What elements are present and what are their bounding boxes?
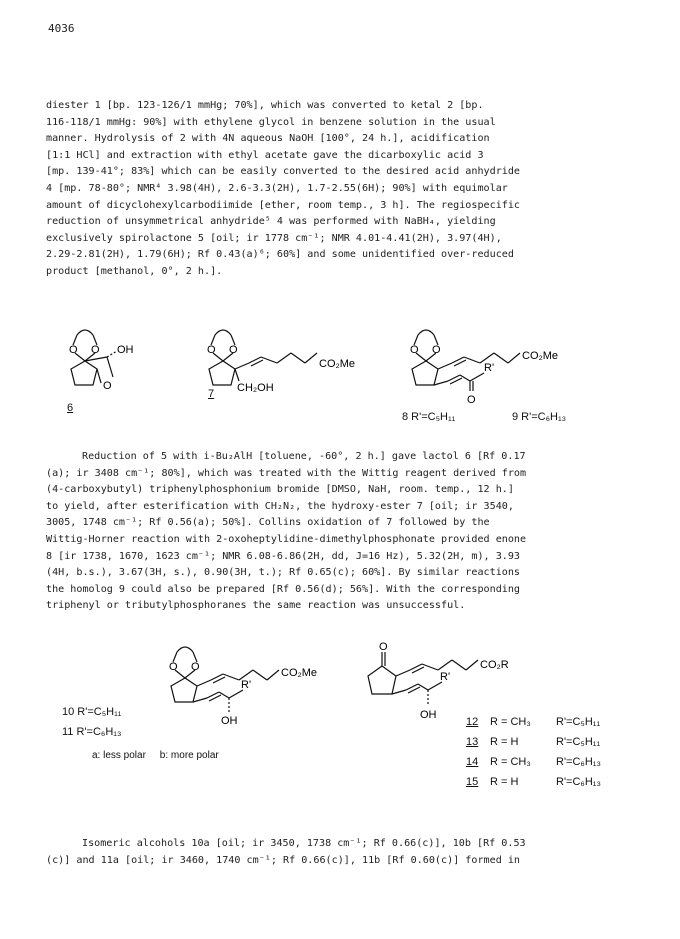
ester-label: CO₂Me [319, 358, 356, 370]
row-12 [466, 716, 646, 736]
p1-line: [mp. 139-41°; 83%] which can be easily converted to the desired acid anhydride [46, 166, 521, 178]
ring-o-label: O [91, 344, 100, 356]
compound-number: 14 [466, 756, 479, 768]
ring-o-label: O [169, 661, 178, 673]
ester-label: CO₂Me [522, 350, 559, 362]
p1-line: reduction of unsymmetrical anhydride⁵ 4 was performed with NaBH₄, yielding [46, 216, 496, 228]
paragraph-3 [46, 836, 650, 869]
compound-10-caption: 10 R'=C₅H₁₁ [62, 706, 122, 718]
row-15 [466, 776, 646, 796]
compound-6-number: 6 [67, 402, 74, 414]
r-prime-group: R'=C₅H₁₁ [556, 716, 601, 728]
structure-10-11 [155, 640, 355, 730]
lactol-o-label: O [103, 380, 112, 392]
p1-line: product [methanol, 0°, 2 h.]. [46, 265, 223, 277]
oh-label: OH [117, 344, 134, 356]
isomer-legend: a: less polar b: more polar [92, 750, 219, 761]
p2-line: triphenyl or tributylphosphoranes the same reaction was unsuccessful. [46, 600, 466, 612]
p1-line: [1:1 HCl] and extraction with ethyl acetate gave the dicarboxylic acid 3 [46, 149, 484, 161]
ester-label: CO₂R [480, 659, 509, 671]
p1-line: diester 1 [bp. 123-126/1 mmHg; 70%], which was converted to ketal 2 [bp. [46, 100, 484, 111]
r-prime-group: R'=C₆H₁₃ [556, 776, 601, 788]
p1-line: amount of dicyclohexylcarbodiimide [ether, room temp., 3 h]. The regiospecific [46, 199, 521, 211]
structure-6 [55, 323, 175, 403]
p2-line: 3005, 1748 cm⁻¹; Rf 0.56(a); 50%]. Collins oxidation of 7 followed by the [46, 517, 490, 529]
p1-line: 116-118/1 mmHg: 90%] with ethylene glycol in benzene solution in the usual [46, 116, 496, 128]
compound-9-caption: 9 R'=C₆H₁₃ [512, 411, 567, 423]
p3-line: Isomeric alcohols 10a [oil; ir 3450, 1738 cm⁻¹; Rf 0.66(c)], 10b [Rf 0.53 [82, 838, 526, 849]
p2-line: (4H, b.s.), 3.67(3H, s.), 0.90(3H, t.); Rf 0.65(c); 60%]. By similar reactions [46, 567, 521, 579]
keto-o-label: O [379, 641, 388, 653]
compound-number: 13 [466, 736, 479, 748]
paragraph-2 [46, 449, 650, 615]
ch2oh-label: CH₂OH [237, 382, 274, 394]
p2-line: 8 [ir 1738, 1670, 1623 cm⁻¹; NMR 6.08-6.86(2H, dd, J=16 Hz), 5.32(2H, m), 3.93 [46, 550, 521, 562]
r-group: R = H [490, 736, 519, 748]
structure-7 [193, 323, 393, 403]
paragraph-1 [46, 98, 650, 281]
p2-line: to yield, after esterification with CH₂N₂, the hydroxy-ester 7 [oil; ir 3540, [46, 500, 514, 512]
structure-8-9 [396, 323, 606, 418]
r-prime-group: R'=C₅H₁₁ [556, 736, 601, 748]
p1-line: 2.29-2.81(2H), 1.79(6H); Rf 0.43(a)⁶; 60%] and some unidentified over-reduced [46, 249, 514, 261]
row-14 [466, 756, 646, 776]
r-prime-label: R' [241, 679, 252, 691]
r-prime-label: R' [484, 362, 495, 374]
p1-line: manner. Hydrolysis of 2 with 4N aqueous NaOH [100°, 24 h.], acidification [46, 133, 490, 145]
compound-number: 12 [466, 716, 479, 728]
compound-7-number: 7 [208, 388, 215, 400]
ring-o-label: O [69, 344, 78, 356]
p2-line: (4-carboxybutyl) triphenylphosphonium bromide [DMSO, NaH, room. temp., 12 h.] [46, 484, 514, 496]
p2-line: the homolog 9 could also be prepared [Rf 0.56(d); 56%]. With the corresponding [46, 583, 521, 595]
ring-o-label: O [432, 344, 441, 356]
r-group: R = CH₃ [490, 756, 531, 768]
oh-label: OH [420, 709, 437, 721]
compound-8-caption: 8 R'=C₅H₁₁ [402, 411, 456, 423]
r-group: R = CH₃ [490, 716, 531, 728]
r-group: R = H [490, 776, 519, 788]
oh-label: OH [221, 715, 238, 727]
p1-line: 4 [mp. 78-80°; NMR⁴ 3.98(4H), 2.6-3.3(2H), 1.7-2.55(6H); 90%] with equimolar [46, 182, 508, 194]
ester-label: CO₂Me [281, 667, 318, 679]
carbonyl-o-label: O [467, 394, 476, 406]
r-prime-group: R'=C₆H₁₃ [556, 756, 601, 768]
p3-line: (c)] and 11a [oil; ir 3460, 1740 cm⁻¹; Rf 0.66(c)], 11b [Rf 0.60(c)] formed in [46, 854, 521, 866]
r-prime-label: R' [440, 671, 451, 683]
ring-o-label: O [229, 344, 238, 356]
p2-line: Wittig-Horner reaction with 2-oxoheptylidine-dimethylphosphonate provided enone [46, 533, 527, 545]
ring-o-label: O [191, 661, 200, 673]
page-number: 4036 [48, 22, 75, 35]
p2-line: (a); ir 3408 cm⁻¹; 80%], which was treated with the Wittig reagent derived from [46, 467, 527, 479]
p1-line: exclusively spirolactone 5 [oil; ir 1778 cm⁻¹; NMR 4.01-4.41(2H), 3.97(4H), [46, 232, 502, 244]
ring-o-label: O [207, 344, 216, 356]
compound-12-15-table [466, 716, 646, 796]
compound-11-caption: 11 R'=C₆H₁₃ [62, 726, 122, 738]
ring-o-label: O [410, 344, 419, 356]
row-13 [466, 736, 646, 756]
compound-number: 15 [466, 776, 479, 788]
p2-line: Reduction of 5 with i-Bu₂AlH [toluene, -60°, 2 h.] gave lactol 6 [Rf 0.17 [82, 451, 526, 462]
